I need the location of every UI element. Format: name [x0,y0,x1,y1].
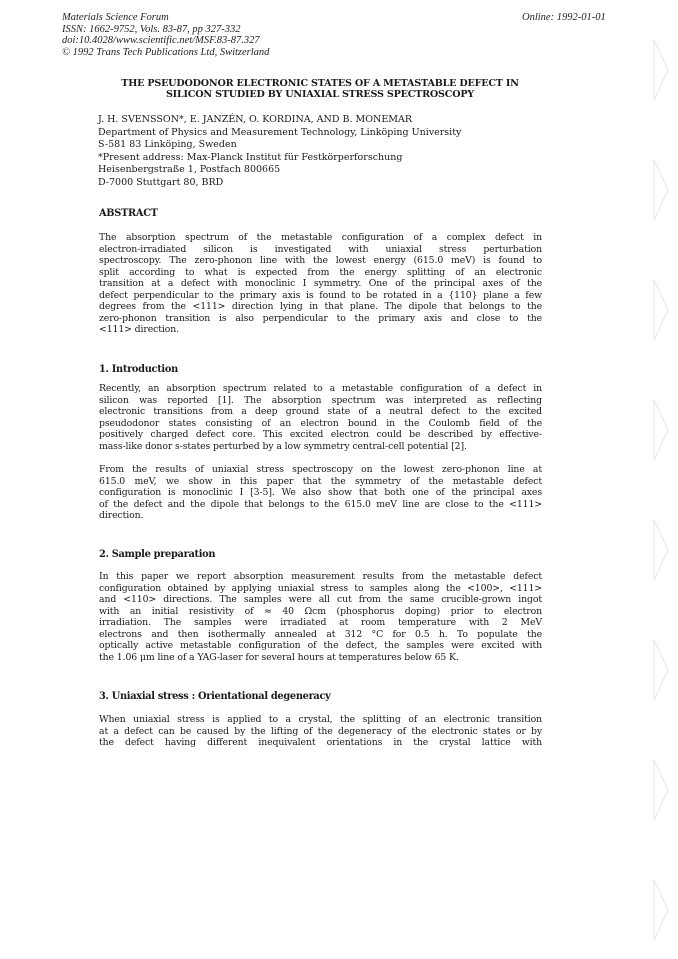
text-line: pseudodonor states consisting of an electron bound in the Coulomb field of the [99,417,542,429]
section-1-paragraph-1 [99,383,542,452]
doi-line[interactable]: doi:10.4028/www.scientific.net/MSF.83-87.327 [62,35,260,46]
text-line: electronic transitions from a deep ground state of a neutral defect to the excited [99,406,542,417]
text-line: with an initial resistivity of ≈ 40 Ωcm (phosphorus doping) prior to electron [99,605,542,617]
section-3-heading: 3. Uniaxial stress : Orientational degeneracy [99,691,331,702]
present-address: *Present address: Max-Planck Institut für Festkörperforschung [98,151,403,163]
affiliation-city: S-581 83 Linköping, Sweden [98,139,237,151]
text-line: configuration obtained by applying uniaxial stress to samples along the <100>, <111> [99,582,542,594]
text-line: The absorption spectrum of the metastable configuration of a complex defect in [99,232,542,243]
text-line: zero-phonon transition is also perpendicular to the primary axis and close to the [99,312,542,324]
text-line: mass-like donor s-states perturbed by a low symmetry central-cell potential [2]. [99,440,467,452]
title-line-1: THE PSEUDODONOR ELECTRONIC STATES OF A METASTABLE DEFECT IN [121,78,519,89]
text-line: direction. [99,510,144,521]
abstract-heading: ABSTRACT [99,208,158,219]
text-line: the defect having different inequivalent orientations in the crystal lattice with [99,737,542,748]
author-names: J. H. SVENSSON*, E. JANZÉN, O. KORDINA, AND B. MONEMAR [98,114,412,125]
text-line: <111> direction. [99,324,180,335]
section-2-paragraph [99,571,542,663]
text-line: at a defect can be caused by the lifting of the degeneracy of the electronic states or by [99,725,542,737]
text-line: split according to what is expected from the energy splitting of an electronic [99,266,542,278]
author-block [98,114,558,190]
present-postal: D-7000 Stuttgart 80, BRD [98,176,224,188]
online-date: Online: 1992-01-01 [522,12,606,23]
text-line: of the defect and the dipole that belongs to the 615.0 meV line are close to the <111> [99,498,542,510]
text-line: transition at a defect with monoclinic I symmetry. One of the principal axes of the [99,278,542,289]
text-line: silicon was reported [1]. The absorption spectrum was interpreted as reflecting [99,394,542,406]
text-line: defect perpendicular to the primary axis is found to be rotated in a {110} plane a few [99,289,542,301]
text-line: positively charged defect core. This excited electron could be described by effective- [99,429,542,440]
section-1-heading: 1. Introduction [99,364,178,375]
text-line: Recently, an absorption spectrum related to a metastable configuration of a defect in [99,383,542,394]
paper-title [95,78,545,100]
section-3-paragraph [99,714,542,749]
issn-line: ISSN: 1662-9752, Vols. 83-87, pp 327-332 [62,23,241,35]
section-1-paragraph-2 [99,464,542,522]
text-line: irradiation. The samples were irradiated at room temperature with 2 MeV [99,617,542,628]
journal-name: Materials Science Forum [62,12,169,23]
section-2-heading: 2. Sample preparation [99,549,216,560]
title-line-2: SILICON STUDIED BY UNIAXIAL STRESS SPECTROSCOPY [165,89,475,100]
text-line: and <110> directions. The samples were all cut from the same crucible-grown ingot [99,594,542,605]
text-line: configuration is monoclinic I [3-5]. We also show that both one of the principal axes [99,487,542,498]
present-street: Heisenbergstraße 1, Postfach 800665 [98,164,281,176]
copyright-line: © 1992 Trans Tech Publications Ltd, Switzerland [62,46,270,58]
text-line: optically active metastable configuration of the defect, the samples were excited with [99,640,542,651]
text-line: electrons and then isothermally annealed at 312 °C for 0.5 h. To populate the [99,628,542,640]
publication-header [62,12,269,58]
abstract-text [99,232,542,336]
text-line: electron-irradiated silicon is investigated with uniaxial stress perturbation [99,243,542,255]
text-line: the 1.06 μm line of a YAG-laser for several hours at temperatures below 65 K. [99,651,459,663]
text-line: degrees from the <111> direction lying in that plane. The dipole that belongs to the [99,301,542,312]
affiliation-dept: Department of Physics and Measurement Technology, Linköping University [98,126,462,138]
text-line: 615.0 meV, we show in this paper that the symmetry of the metastable defect [99,475,542,487]
text-line: When uniaxial stress is applied to a crystal, the splitting of an electronic transition [99,714,542,725]
text-line: From the results of uniaxial stress spectroscopy on the lowest zero-phonon line at [99,464,542,475]
text-line: spectroscopy. The zero-phonon line with the lowest energy (615.0 meV) is found to [99,255,542,266]
side-watermark [646,0,676,959]
text-line: In this paper we report absorption measurement results from the metastable defect [99,571,542,582]
